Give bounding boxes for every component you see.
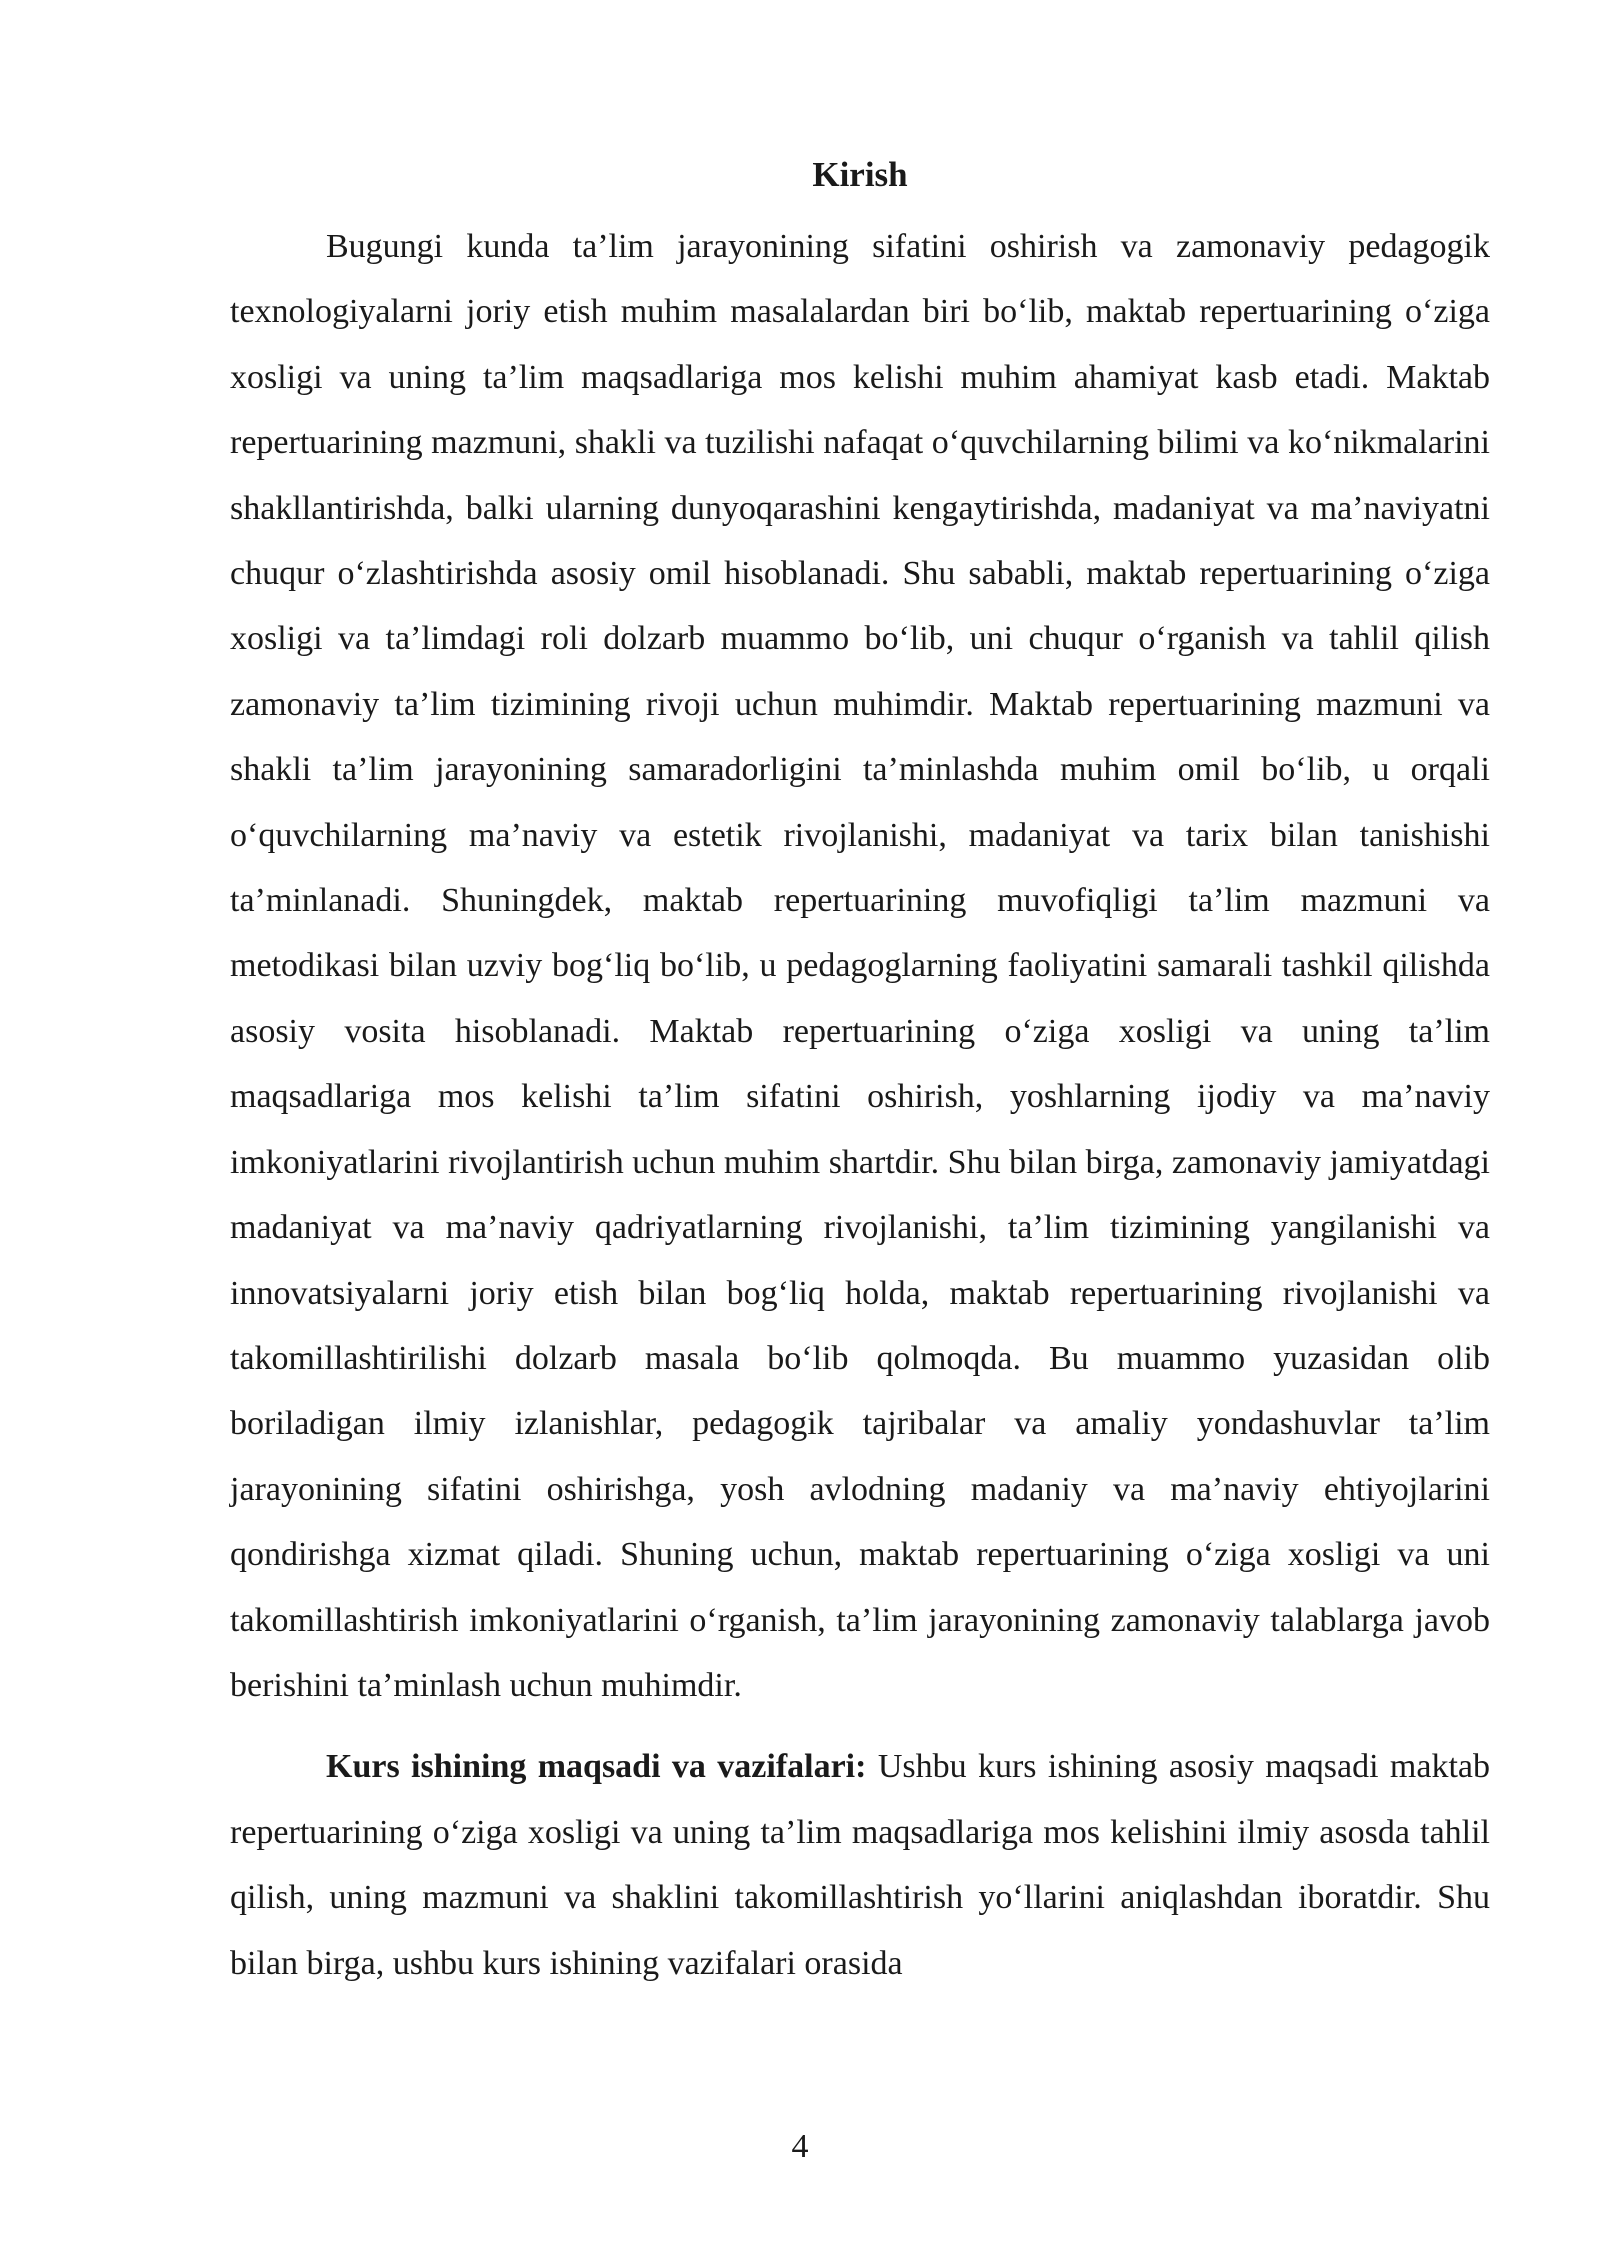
goals-paragraph <box>230 1734 1490 1996</box>
goals-paragraph-lead: Kurs ishining maqsadi va vazifalari: <box>326 1748 867 1786</box>
page-content <box>230 148 1490 1996</box>
intro-paragraph: Bugungi kunda ta’lim jarayonining sifatini oshirish va zamonaviy pedagogik texnologiyalarni joriy etish muhim masalalardan biri bo‘lib, maktab repertuarining o‘ziga xosligi va uning ta’lim maqsadlariga mos kelishi muhim ahamiyat kasb etadi. Maktab repertuarining mazmuni, shakli va tuzilishi nafaqat o‘quvchilarning bilimi va ko‘nikmalarini shakllantirishda, balki ularning dunyoqarashini kengaytirishda, madaniyat va ma’naviyatni chuqur o‘zlashtirishda asosiy omil hisoblanadi. Shu sababli, maktab repertuarining o‘ziga xosligi va ta’limdagi roli dolzarb muammo bo‘lib, uni chuqur o‘rganish va tahlil qilish zamonaviy ta’lim tizimining rivoji uchun muhimdir. Maktab repertuarining mazmuni va shakli ta’lim jarayonining samaradorligini ta’minlashda muhim omil bo‘lib, u orqali o‘quvchilarning ma’naviy va estetik rivojlanishi, madaniyat va tarix bilan tanishishi ta’minlanadi. Shuningdek, maktab repertuarining muvofiqligi ta’lim mazmuni va metodikasi bilan uzviy bog‘liq bo‘lib, u pedagoglarning faoliyatini samarali tashkil qilishda asosiy vosita hisoblanadi. Maktab repertuarining o‘ziga xosligi va uning ta’lim maqsadlariga mos kelishi ta’lim sifatini oshirish, yoshlarning ijodiy va ma’naviy imkoniyatlarini rivojlantirish uchun muhim shartdir. Shu bilan birga, zamonaviy jamiyatdagi madaniyat va ma’naviy qadriyatlarning rivojlanishi, ta’lim tizimining yangilanishi va innovatsiyalarni joriy etish bilan bog‘liq holda, maktab repertuarining rivojlanishi va takomillashtirilishi dolzarb masala bo‘lib qolmoqda. Bu muammo yuzasidan olib boriladigan ilmiy izlanishlar, pedagogik tajribalar va amaliy yondashuvlar ta’lim jarayonining sifatini oshirishga, yosh avlodning madaniy va ma’naviy ehtiyojlarini qondirishga xizmat qiladi. Shuning uchun, maktab repertuarining o‘ziga xosligi va uni takomillashtirish imkoniyatlarini o‘rganish, ta’lim jarayonining zamonaviy talablarga javob berishini ta’minlash uchun muhimdir. <box>230 228 1490 1704</box>
goals-paragraph-body: Ushbu kurs ishining asosiy maqsadi maktab repertuarining o‘ziga xosligi va uning ta’lim maqsadlariga mos kelishini ilmiy asosda tahlil qilish, uning mazmuni va shaklini takomillashtirish yo‘llarini aniqlashdan iboratdir. Shu bilan birga, ushbu kurs ishining vazifalari orasida <box>230 1748 1490 1982</box>
page-number: 4 <box>791 2128 809 2165</box>
section-heading: Kirish <box>812 155 908 194</box>
